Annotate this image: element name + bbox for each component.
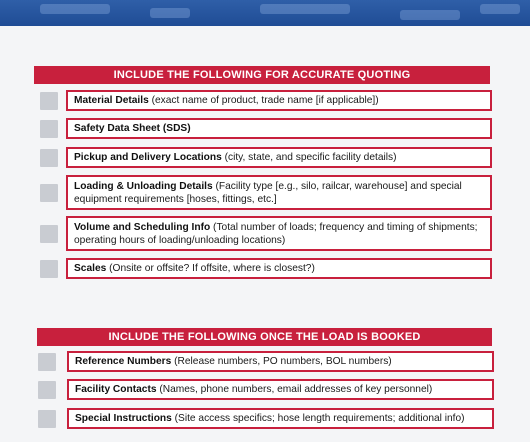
item-title: Safety Data Sheet (SDS) (74, 123, 191, 134)
banner-streak (260, 4, 350, 14)
item-desc: (exact name of product, trade name [if applicable]) (148, 95, 379, 106)
item-text (74, 180, 484, 206)
item-text (75, 412, 465, 425)
item-box (66, 90, 492, 111)
checkbox[interactable] (40, 149, 58, 167)
checkbox[interactable] (38, 410, 56, 428)
item-desc: (Names, phone numbers, email addresses of key personnel) (156, 384, 433, 395)
quoting-section-header: INCLUDE THE FOLLOWING FOR ACCURATE QUOTING (34, 66, 490, 84)
item-title: Special Instructions (75, 413, 172, 424)
item-text (74, 262, 315, 275)
item-text (74, 122, 191, 135)
item-text (74, 221, 484, 247)
item-title: Pickup and Delivery Locations (74, 152, 222, 163)
banner-streak (40, 4, 110, 14)
item-box (66, 175, 492, 210)
item-desc: (Facility type [e.g., silo, railcar, warehouse] and special equipment requirements [hoses, fittings, etc.] (74, 180, 462, 205)
checkbox[interactable] (40, 92, 58, 110)
top-banner-image (0, 0, 530, 26)
item-text (74, 151, 397, 164)
banner-streak (480, 4, 520, 14)
item-box (67, 351, 494, 372)
item-desc: (Onsite or offsite? If offsite, where is closest?) (106, 263, 315, 274)
item-text (74, 94, 379, 107)
banner-streak (400, 10, 460, 20)
item-desc: (city, state, and specific facility details) (221, 152, 397, 163)
item-title: Facility Contacts (75, 384, 157, 395)
item-box (67, 379, 494, 400)
checkbox[interactable] (38, 353, 56, 371)
checkbox[interactable] (40, 225, 58, 243)
item-desc: (Site access specifics; hose length requirements; additional info) (171, 413, 465, 424)
checkbox[interactable] (40, 184, 58, 202)
item-text (75, 355, 392, 368)
item-desc: (Total number of loads; frequency and timing of shipments; operating hours of loading/unloading locations) (74, 221, 478, 246)
item-box (66, 216, 492, 251)
item-title: Reference Numbers (75, 356, 172, 367)
item-text (75, 383, 432, 396)
item-box (67, 408, 494, 429)
banner-streak (150, 8, 190, 18)
checkbox[interactable] (40, 120, 58, 138)
item-title: Material Details (74, 95, 149, 106)
item-desc: (Release numbers, PO numbers, BOL numbers) (171, 356, 392, 367)
item-box (66, 118, 492, 139)
item-title: Volume and Scheduling Info (74, 221, 211, 233)
item-title: Scales (74, 263, 107, 274)
item-title: Loading & Unloading Details (74, 180, 213, 192)
checkbox[interactable] (38, 381, 56, 399)
item-box (66, 258, 492, 279)
item-box (66, 147, 492, 168)
booked-section-header: INCLUDE THE FOLLOWING ONCE THE LOAD IS BOOKED (37, 328, 492, 346)
checkbox[interactable] (40, 260, 58, 278)
